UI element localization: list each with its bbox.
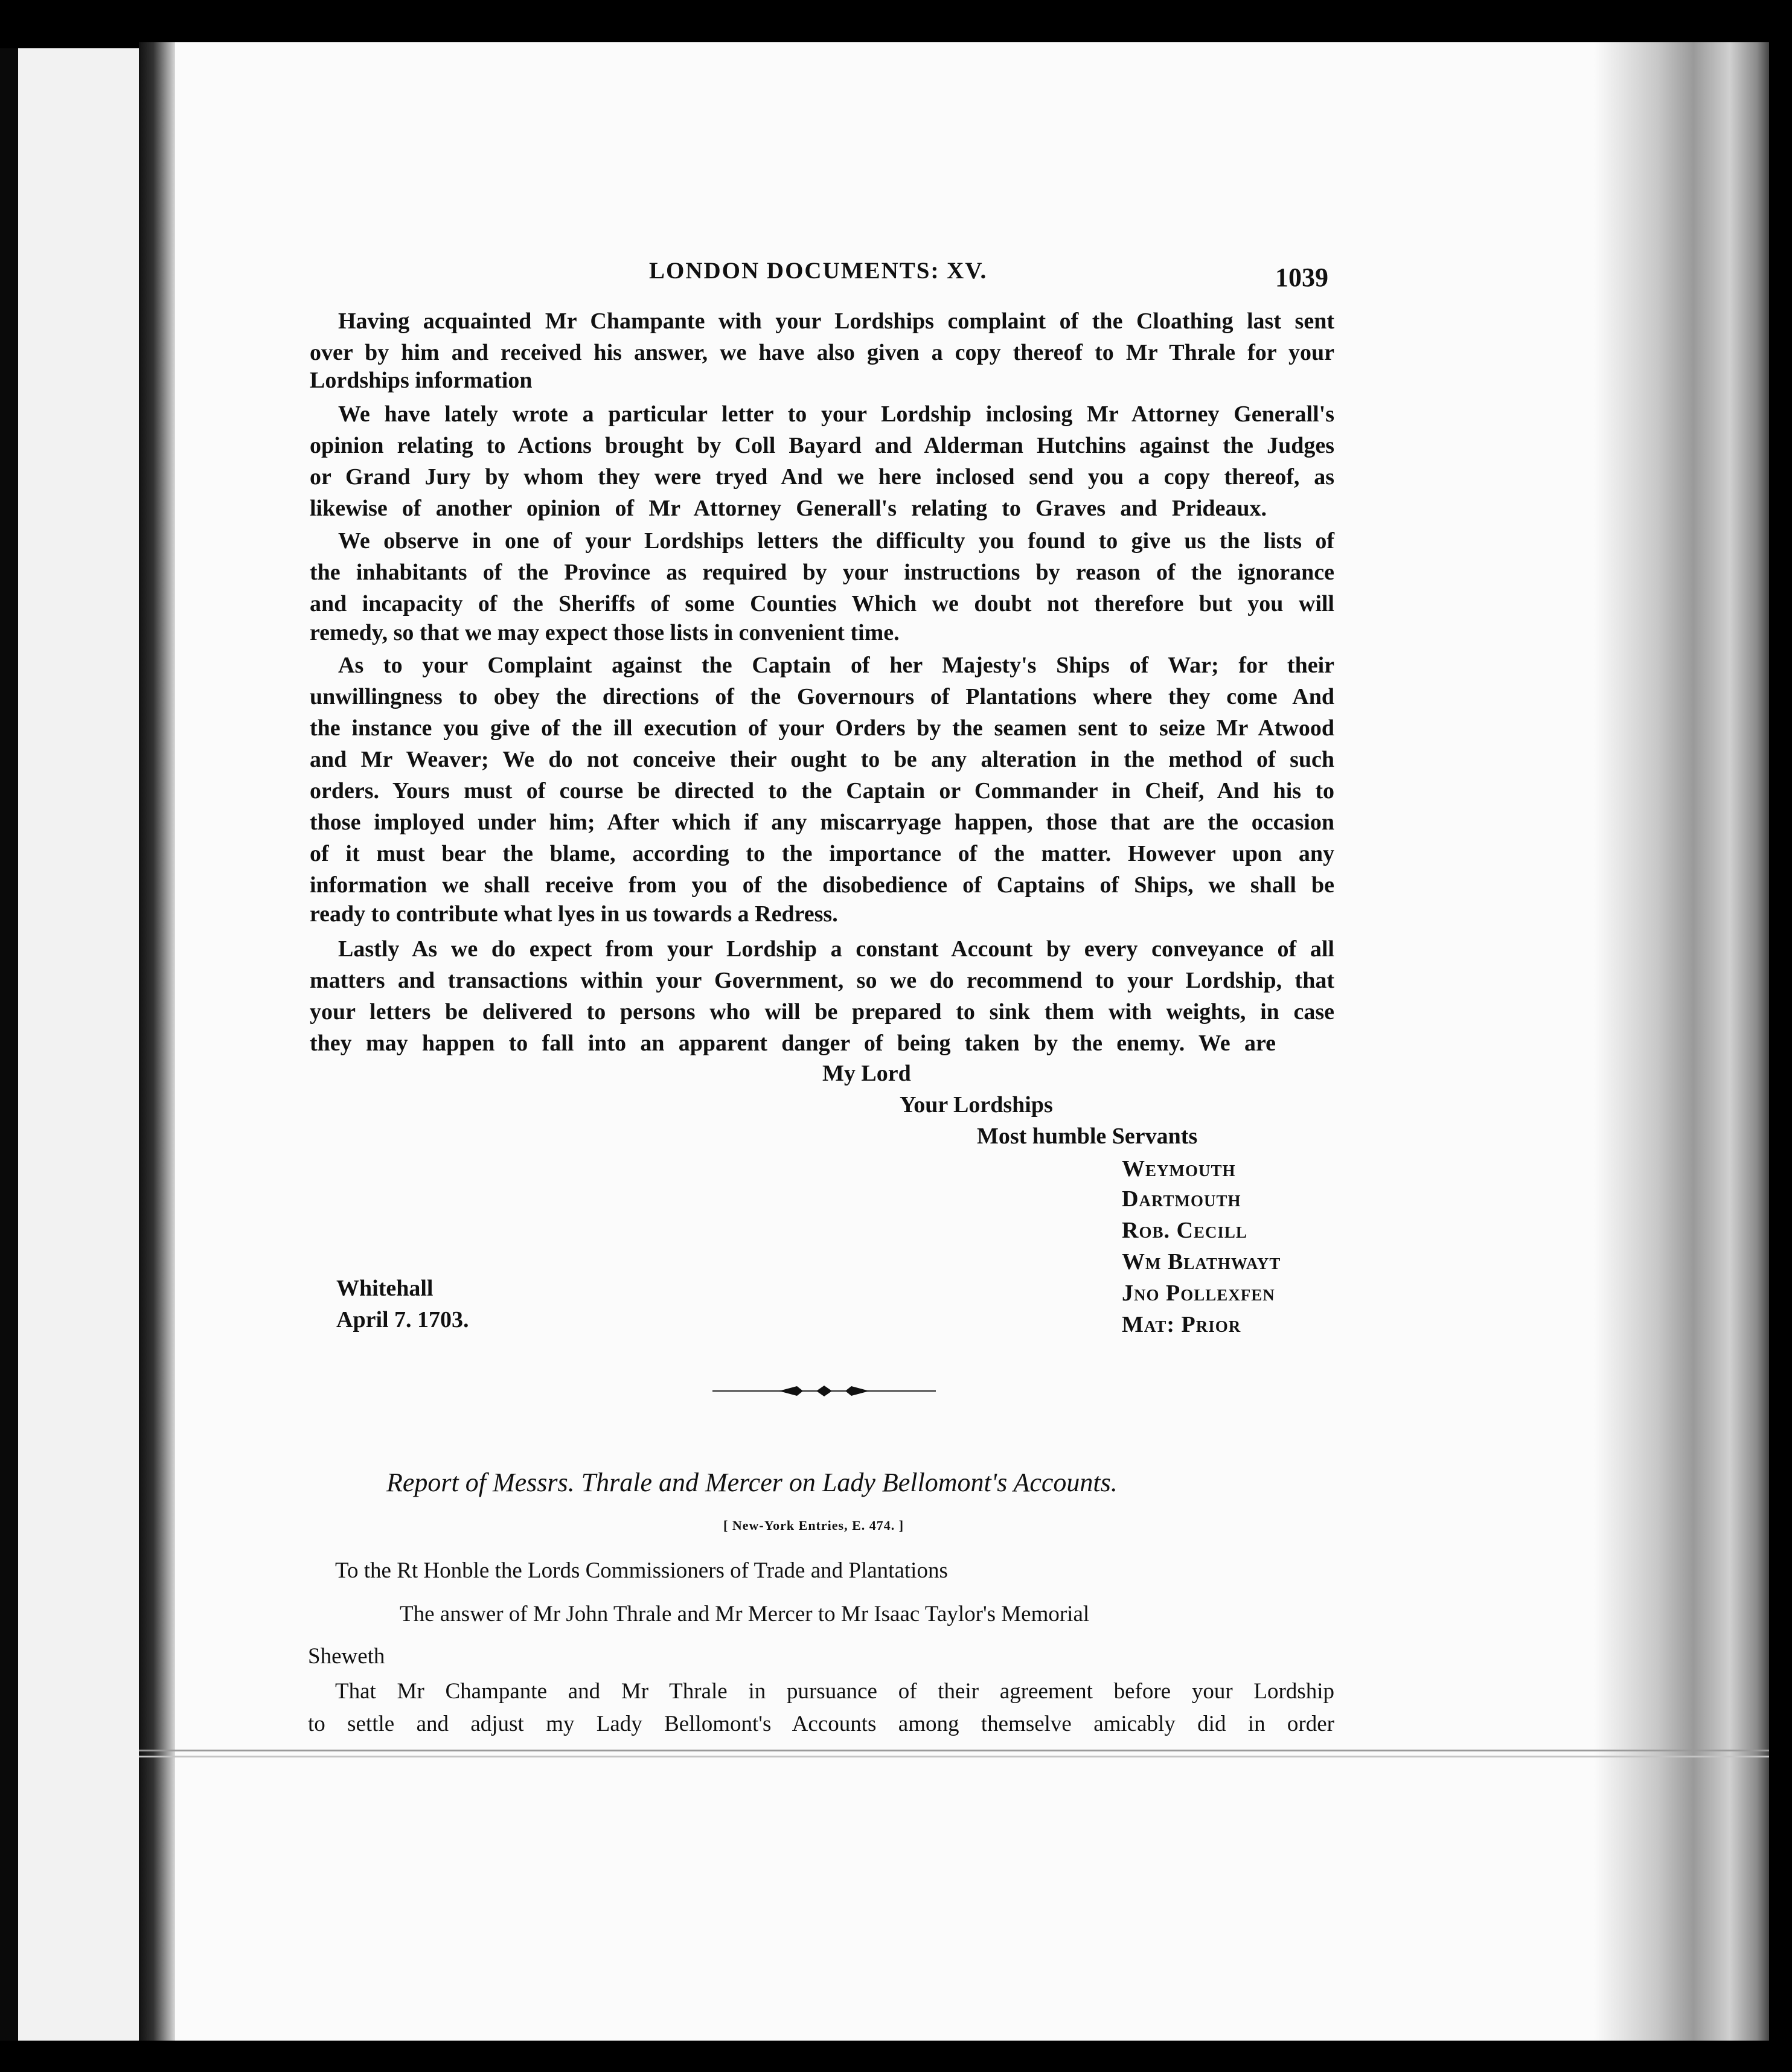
text-line: or Grand Jury by whom they were tryed And we here inclosed send you a copy thereof, as — [310, 464, 1334, 490]
scan-rule-line — [139, 1756, 1769, 1757]
report-address: To the Rt Honble the Lords Commissioners of Trade and Plantations — [335, 1558, 948, 1583]
text-line: matters and transactions within your Government, so we do recommend to your Lordship, that — [310, 968, 1334, 993]
text-line: likewise of another opinion of Mr Attorney Generall's relating to Graves and Prideaux. — [310, 496, 1267, 521]
signatory: Dartmouth — [1122, 1186, 1241, 1212]
scan-border-right — [1769, 42, 1792, 2072]
text-line: they may happen to fall into an apparent danger of being taken by the enemy. We are — [310, 1031, 1276, 1056]
text-line: Lastly As we do expect from your Lordship a constant Account by every conveyance of all — [338, 936, 1334, 962]
ornamental-divider — [712, 1383, 936, 1399]
text-line: and Mr Weaver; We do not conceive their ought to be any alteration in the method of such — [310, 747, 1334, 772]
signatory: Weymouth — [1122, 1156, 1236, 1181]
text-line: opinion relating to Actions brought by Coll Bayard and Alderman Hutchins against the Judges — [310, 433, 1334, 458]
running-title: LONDON DOCUMENTS: XV. — [649, 258, 988, 284]
text-line: those imployed under him; After which if any miscarryage happen, those that are the occasion — [310, 810, 1334, 835]
text-line: We have lately wrote a particular letter to your Lordship inclosing Mr Attorney Generall's — [338, 401, 1334, 427]
text-line: to settle and adjust my Lady Bellomont's Accounts among themselve amicably did in order — [308, 1712, 1334, 1736]
text-line: unwillingness to obey the directions of the Governours of Plantations where they come And — [310, 684, 1334, 709]
text-line: ready to contribute what lyes in us towards a Redress. — [310, 901, 838, 927]
text-line: and incapacity of the Sheriffs of some Counties Which we doubt not therefore but you will — [310, 591, 1334, 616]
salutation: Most humble Servants — [977, 1124, 1198, 1149]
text-line: information we shall receive from you of the disobedience of Captains of Ships, we shall be — [310, 872, 1334, 898]
scan-border-bottom — [0, 2041, 1792, 2072]
signatory: Jno Pollexfen — [1122, 1281, 1275, 1306]
salutation: My Lord — [822, 1061, 911, 1086]
signatory: Mat: Prior — [1122, 1312, 1241, 1337]
page-edge-shadow — [1594, 42, 1775, 2041]
signatory: Rob. Cecill — [1122, 1218, 1247, 1243]
text-line: remedy, so that we may expect those lists in convenient time. — [310, 620, 900, 645]
text-line: the instance you give of the ill execution of your Orders by the seamen sent to seize Mr Atwood — [310, 715, 1334, 741]
text-line: your letters be delivered to persons who will be prepared to sink them with weights, in case — [310, 999, 1334, 1025]
text-line: Lordships information — [310, 368, 533, 393]
sheweth-label: Sheweth — [308, 1644, 385, 1669]
scan-rule-line — [139, 1750, 1769, 1751]
text-line: of it must bear the blame, according to the importance of the matter. However upon any — [310, 841, 1334, 866]
report-title: Report of Messrs. Thrale and Mercer on Lady Bellomont's Accounts. — [386, 1468, 1118, 1497]
page-number: 1039 — [1275, 263, 1328, 292]
text-line: That Mr Champante and Mr Thrale in pursuance of their agreement before your Lordship — [335, 1679, 1334, 1704]
text-line: the inhabitants of the Province as required by your instructions by reason of the ignorance — [310, 560, 1334, 585]
salutation: Your Lordships — [900, 1092, 1053, 1118]
text-line: As to your Complaint against the Captain of her Majesty's Ships of War; for their — [338, 653, 1334, 678]
previous-page-edge — [0, 48, 139, 2041]
text-line: over by him and received his answer, we have also given a copy thereof to Mr Thrale for your — [310, 340, 1334, 365]
text-line: Having acquainted Mr Champante with your Lordships complaint of the Cloathing last sent — [338, 309, 1334, 334]
binding-gutter — [139, 42, 175, 2041]
report-subtitle: The answer of Mr John Thrale and Mr Mercer to Mr Isaac Taylor's Memorial — [400, 1602, 1090, 1626]
letter-place: Whitehall — [336, 1276, 434, 1301]
letter-date: April 7. 1703. — [336, 1307, 469, 1332]
text-line: We observe in one of your Lordships letters the difficulty you found to give us the lists of — [338, 528, 1334, 554]
page-spine — [0, 48, 18, 2041]
text-line: orders. Yours must of course be directed to the Captain or Commander in Cheif, And his to — [310, 778, 1334, 804]
signatory: Wm Blathwayt — [1122, 1249, 1281, 1274]
source-citation: [ New-York Entries, E. 474. ] — [723, 1518, 904, 1533]
